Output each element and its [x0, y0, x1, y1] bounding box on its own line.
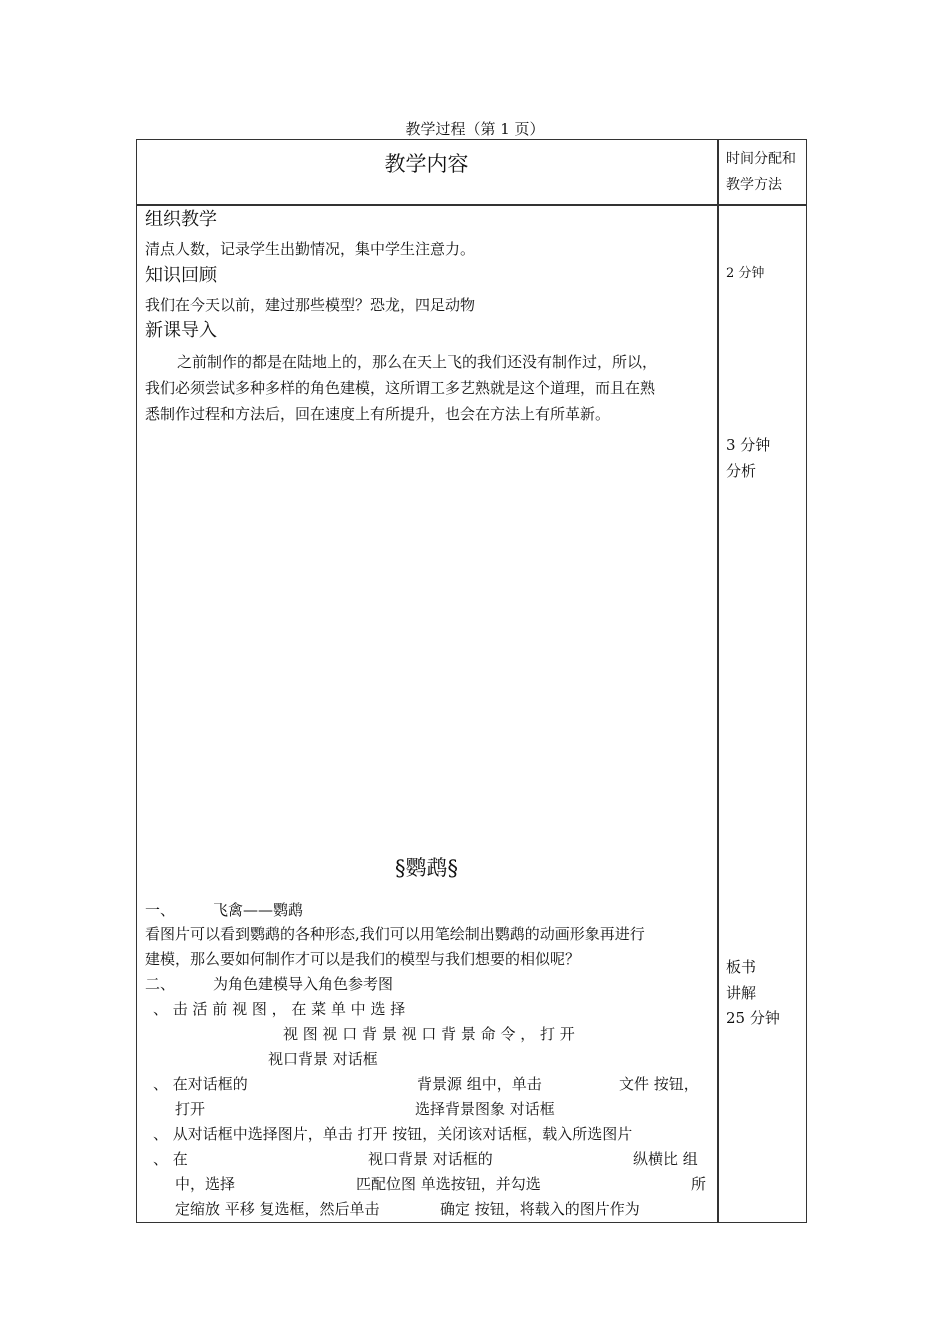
parrot-title: §鹦鹉§ [395, 856, 458, 880]
header-side-line1: 时间分配和 [726, 151, 796, 167]
side-note-analysis: 分析 [726, 462, 757, 480]
section-title-organize: 组织教学 [145, 209, 217, 230]
side-note-25min: 25 分钟 [726, 1009, 780, 1027]
step-2-part-a: 、 在对话框的 [153, 1075, 248, 1093]
step-2-part-b: 背景源 组中，单击 [417, 1075, 542, 1093]
side-note-3min: 3 分钟 [726, 436, 771, 454]
section-text-intro-line2: 我们必须尝试多种多样的角色建模，这所谓工多艺熟就是这个道理，而且在熟 [145, 379, 656, 397]
step-4-part-c: 纵横比 组 [633, 1150, 698, 1168]
step-2-line2-b: 选择背景图象 对话框 [415, 1100, 555, 1118]
column-divider [717, 139, 719, 1223]
section-title-intro: 新课导入 [145, 320, 217, 341]
step-4-line2-b: 匹配位图 单选按钮，并勾选 [356, 1175, 541, 1193]
page-title: 教学过程（第 1 页） [405, 120, 545, 138]
step-2-line2-a: 打开 [175, 1100, 206, 1118]
step-1-line2: 视 图 视 口 背 景 视 口 背 景 命 令 ， 打 开 [283, 1025, 575, 1043]
step-3: 、 从对话框中选择图片，单击 打开 按钮，关闭该对话框，载入所选图片 [153, 1125, 633, 1143]
side-note-2min: 2 分钟 [726, 266, 765, 281]
step-4-part-a: 、 在 [153, 1150, 188, 1168]
header-side-line2: 教学方法 [726, 177, 782, 193]
body-line-3: 建模，那么要如何制作才可以是我们的模型与我们想要的相似呢？ [145, 950, 581, 968]
step-1-line1: 、 击 活 前 视 图 ， 在 菜 单 中 选 择 [153, 1000, 406, 1018]
header-content: 教学内容 [384, 152, 469, 176]
item-1-text: 飞禽——鹦鹉 [213, 901, 304, 919]
section-text-intro-line1: 之前制作的都是在陆地上的，那么在天上飞的我们还没有制作过，所以， [177, 353, 658, 371]
header-side [726, 146, 806, 198]
item-1-number: 一、 [145, 901, 176, 919]
item-2-text: 为角色建模导入角色参考图 [213, 975, 394, 993]
item-2-number: 二、 [145, 975, 176, 993]
step-4-line3-a: 定缩放 平移 复选框，然后单击 [175, 1200, 380, 1218]
step-1-line3: 视口背景 对话框 [268, 1050, 378, 1068]
step-4-line3-b: 确定 按钮，将载入的图片作为 [440, 1200, 640, 1218]
header-divider [136, 204, 807, 206]
step-4-line2-c: 所 [691, 1175, 707, 1193]
body-line-2: 看图片可以看到鹦鹉的各种形态,我们可以用笔绘制出鹦鹉的动画形象再进行 [145, 925, 645, 943]
step-2-part-c: 文件 按钮， [619, 1075, 699, 1093]
step-4-line2-a: 中，选择 [175, 1175, 236, 1193]
step-4-part-b: 视口背景 对话框的 [368, 1150, 493, 1168]
section-text-intro-line3: 悉制作过程和方法后，回在速度上有所提升，也会在方法上有所革新。 [145, 405, 611, 423]
side-note-board: 板书 [726, 958, 757, 976]
side-note-explain: 讲解 [726, 984, 757, 1002]
section-text-review: 我们在今天以前，建过那些模型？恐龙，四足动物 [145, 296, 476, 314]
section-title-review: 知识回顾 [145, 265, 217, 286]
section-text-organize: 清点人数，记录学生出勤情况，集中学生注意力。 [145, 240, 476, 258]
